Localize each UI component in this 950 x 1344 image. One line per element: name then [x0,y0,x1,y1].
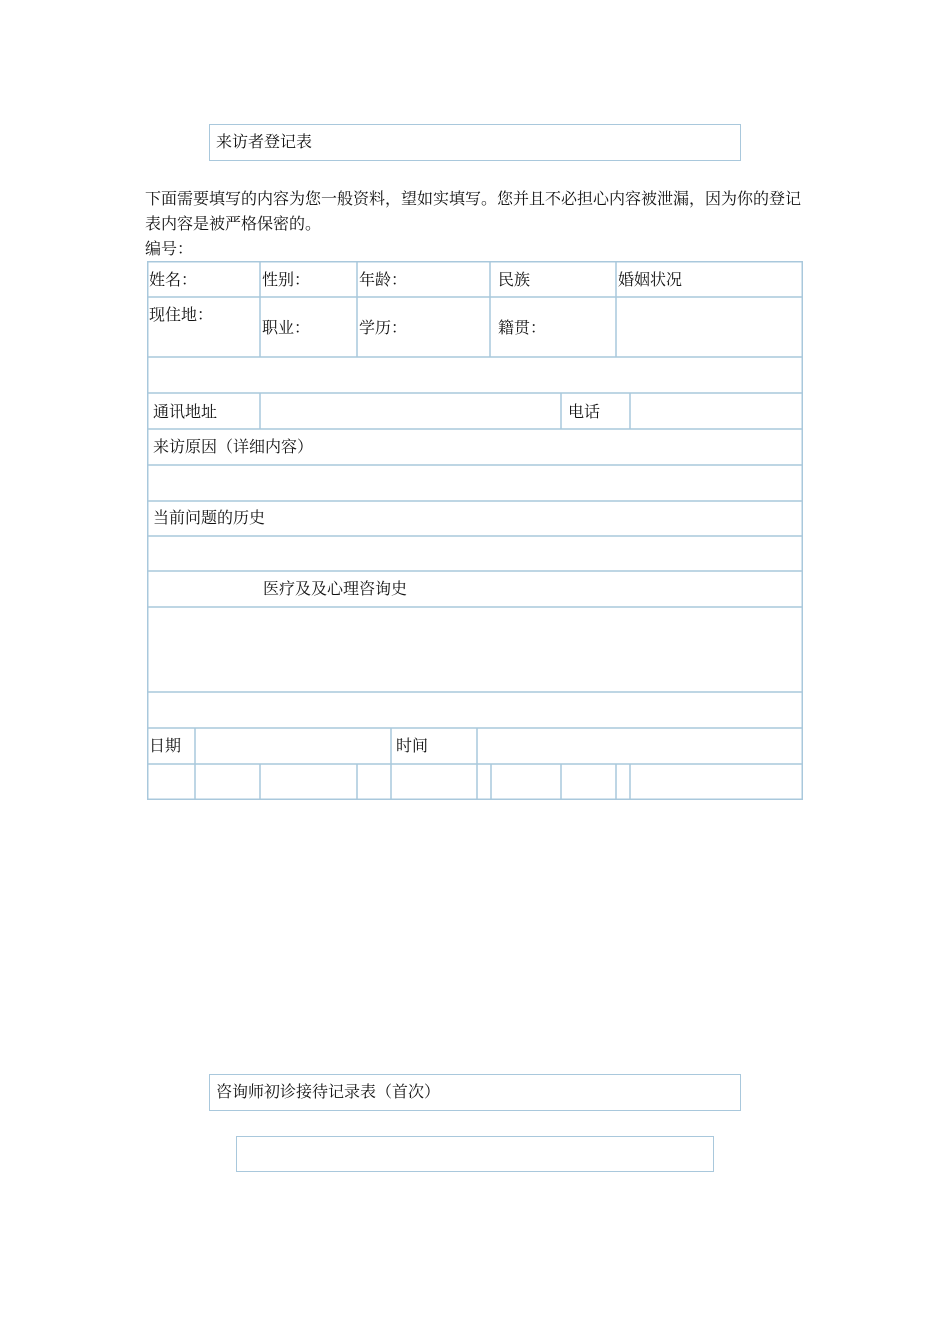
age-label: 年龄： [359,270,408,289]
ethnicity-label: 民族 [498,270,531,289]
form2-empty-box [236,1136,714,1172]
name-label: 姓名： [149,270,198,289]
time-label: 时间 [396,736,429,755]
form2-title-box [209,1074,741,1111]
marital-status-label: 婚姻状况 [618,270,683,289]
gender-label: 性别： [262,270,311,289]
table-grid-lines [147,261,803,800]
problem-history-label: 当前问题的历史 [153,508,266,527]
education-label: 学历： [359,318,408,337]
date-label: 日期 [149,736,182,755]
visit-reason-label: 来访原因（详细内容） [153,437,314,456]
form2-title: 咨询师初诊接待记录表（首次） [216,1082,441,1101]
occupation-label: 职业： [262,318,311,337]
residence-label: 现住地： [149,305,214,324]
form1-intro: 下面需要填写的内容为您一般资料，望如实填写。您并且不必担心内容被泄漏，因为你的登记表内容是被严格保密的。 [145,189,802,233]
serial-number-label: 编号： [145,239,194,258]
form1-title-box [209,124,741,161]
medical-history-label: 医疗及及心理咨询史 [263,579,408,598]
native-place-label: 籍贯： [498,318,547,337]
registration-table [147,261,803,800]
table-outer-border [148,262,803,800]
address-label: 通讯地址 [153,402,218,421]
phone-label: 电话 [568,402,601,421]
form1-title: 来访者登记表 [216,132,313,151]
